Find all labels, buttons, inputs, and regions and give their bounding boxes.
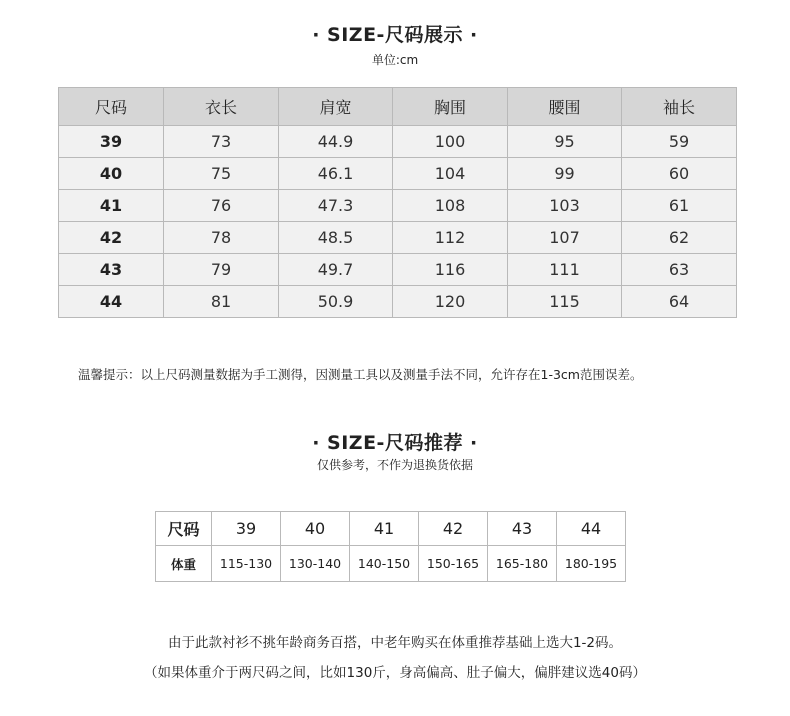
table-cell: 116 <box>393 254 508 286</box>
weight-cell: 150-165 <box>419 546 488 582</box>
size-cell: 40 <box>281 512 350 546</box>
table-cell: 60 <box>622 158 737 190</box>
table-cell: 120 <box>393 286 508 318</box>
weight-label: 体重 <box>156 546 212 582</box>
size-cell: 40 <box>59 158 164 190</box>
size-cell: 39 <box>59 126 164 158</box>
table-cell: 73 <box>164 126 279 158</box>
size-cell: 44 <box>59 286 164 318</box>
size-cell: 39 <box>212 512 281 546</box>
recommend-disclaimer: 仅供参考，不作为退换货依据 <box>316 458 473 472</box>
table-row <box>59 286 737 318</box>
table-cell: 44.9 <box>279 126 393 158</box>
table-cell: 103 <box>508 190 622 222</box>
weight-cell: 180-195 <box>557 546 626 582</box>
weight-cell: 115-130 <box>212 546 281 582</box>
size-cell: 44 <box>557 512 626 546</box>
table-cell: 47.3 <box>279 190 393 222</box>
table-cell: 63 <box>622 254 737 286</box>
header-cell: 腰围 <box>508 88 622 126</box>
table-cell: 79 <box>164 254 279 286</box>
size-cell: 42 <box>419 512 488 546</box>
table-cell: 112 <box>393 222 508 254</box>
header-cell: 袖长 <box>622 88 737 126</box>
size-cell: 41 <box>350 512 419 546</box>
size-chart-title: · SIZE-尺码展示 · <box>312 24 478 46</box>
table-header-row <box>59 88 737 126</box>
table-cell: 62 <box>622 222 737 254</box>
table-cell: 64 <box>622 286 737 318</box>
size-cell: 41 <box>59 190 164 222</box>
table-cell: 61 <box>622 190 737 222</box>
table-cell: 107 <box>508 222 622 254</box>
size-recommend-title: · SIZE-尺码推荐 · <box>312 432 478 454</box>
table-cell: 76 <box>164 190 279 222</box>
table-cell: 50.9 <box>279 286 393 318</box>
size-label: 尺码 <box>156 512 212 546</box>
table-row <box>59 222 737 254</box>
table-row <box>59 126 737 158</box>
table-cell: 111 <box>508 254 622 286</box>
weight-row <box>156 546 626 582</box>
size-chart-table <box>58 87 737 318</box>
table-cell: 81 <box>164 286 279 318</box>
table-cell: 99 <box>508 158 622 190</box>
table-row <box>59 158 737 190</box>
table-row <box>59 190 737 222</box>
weight-cell: 165-180 <box>488 546 557 582</box>
table-cell: 78 <box>164 222 279 254</box>
table-cell: 104 <box>393 158 508 190</box>
weight-cell: 140-150 <box>350 546 419 582</box>
table-cell: 115 <box>508 286 622 318</box>
table-row <box>59 254 737 286</box>
size-row <box>156 512 626 546</box>
size-cell: 43 <box>59 254 164 286</box>
table-cell: 100 <box>393 126 508 158</box>
size-cell: 42 <box>59 222 164 254</box>
measurement-note: 温馨提示：以上尺码测量数据为手工测得，因测量工具以及测量手法不同，允许存在1-3cm范围误差。 <box>78 367 643 382</box>
table-cell: 59 <box>622 126 737 158</box>
table-cell: 75 <box>164 158 279 190</box>
weight-cell: 130-140 <box>281 546 350 582</box>
table-cell: 48.5 <box>279 222 393 254</box>
header-cell: 胸围 <box>393 88 508 126</box>
unit-label: 单位:cm <box>371 53 419 67</box>
table-cell: 95 <box>508 126 622 158</box>
size-recommend-table <box>155 511 626 582</box>
size-cell: 43 <box>488 512 557 546</box>
table-cell: 49.7 <box>279 254 393 286</box>
footer-advice-line: 由于此款衬衫不挑年龄商务百搭，中老年购买在体重推荐基础上选大1-2码。 <box>167 635 623 651</box>
header-cell: 肩宽 <box>279 88 393 126</box>
footer-example-line: （如果体重介于两尺码之间，比如130斤，身高偏高、肚子偏大，偏胖建议选40码） <box>144 665 646 681</box>
table-cell: 46.1 <box>279 158 393 190</box>
header-cell: 尺码 <box>59 88 164 126</box>
header-cell: 衣长 <box>164 88 279 126</box>
table-cell: 108 <box>393 190 508 222</box>
